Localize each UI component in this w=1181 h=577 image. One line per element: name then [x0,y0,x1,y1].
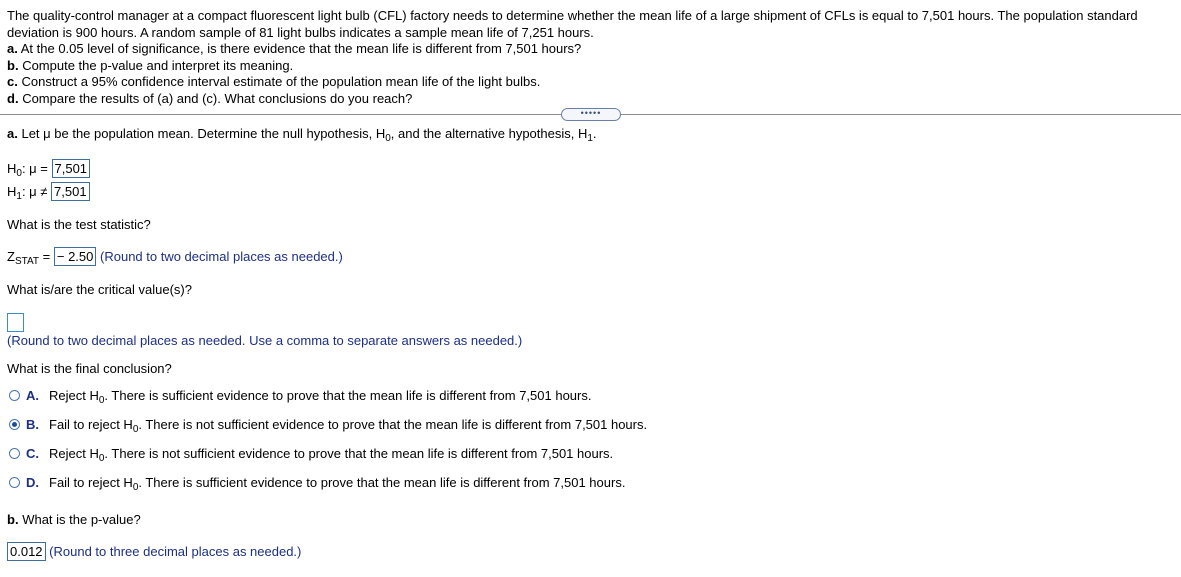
radio-icon[interactable] [9,448,20,459]
expand-button[interactable]: ••••• [561,108,621,121]
option-a-text: Reject $H_0$. There is sufficient evidence to prove that the mean life is different from 7,501 hours. [49,388,592,406]
zstat-hint: (Round to two decimal places as needed.) [100,249,343,264]
option-d[interactable]: D. Fail to reject $H_0$. There is sufficient evidence to prove that the mean life is different from 7,501 hours. [9,475,625,490]
option-d-text: Fail to reject $H_0$. There is sufficient evidence to prove that the mean life is different from 7,501 hours. [49,475,626,493]
critical-value-hint: (Round to two decimal places as needed. Use a comma to separate answers as needed.) [7,333,523,348]
problem-intro: The quality-control manager at a compact fluorescent light bulb (CFL) factory needs to determine whether the mean life of a large shipment of CFLs is equal to 7,501 hours. The population standard deviation is 900 hours. A random sample of 81 light bulbs indicates a sample mean life of 7,251 hours. [7,8,1138,40]
null-hypothesis-row: $H_0$: μ = 7,501 [7,159,90,178]
critical-value-question: What is/are the critical value(s)? [7,282,192,297]
option-b-text: Fail to reject $H_0$. There is not sufficient evidence to prove that the mean life is different from 7,501 hours. [49,417,648,435]
problem-part-a: a. At the 0.05 level of significance, is there evidence that the mean life is different from 7,501 hours? [7,41,582,56]
problem-part-d: d. Compare the results of (a) and (c). What conclusions do you reach? [7,90,413,106]
zstat-row: $Z_{STAT}$ = − 2.50 (Round to two decimal places as needed.) [7,249,343,267]
alt-hypothesis-row: $H_1$: μ ≠ 7,501 [7,182,90,201]
zstat-value[interactable]: − 2.50 [54,247,97,266]
part-a-prompt: a. Let μ be the population mean. Determine the null hypothesis, $H_0$, and the alternative hypothesis, $H_1$. [7,126,597,144]
radio-icon[interactable] [9,477,20,488]
p-value-hint: (Round to three decimal places as needed.) [49,544,302,559]
part-b-prompt: b. What is the p-value? [7,512,141,527]
problem-part-c: c. Construct a 95% confidence interval estimate of the population mean life of the light bulbs. [7,74,541,89]
option-a[interactable]: A. Reject $H_0$. There is sufficient evidence to prove that the mean life is different from 7,501 hours. [9,388,591,403]
test-statistic-question: What is the test statistic? [7,217,151,232]
null-hypothesis-value[interactable]: 7,501 [52,159,91,178]
alt-hypothesis-value[interactable]: 7,501 [51,182,90,201]
radio-selected-icon[interactable] [9,419,20,430]
conclusion-question: What is the final conclusion? [7,361,172,376]
p-value-row [7,542,301,561]
option-c[interactable]: C. Reject $H_0$. There is not sufficient evidence to prove that the mean life is different from 7,501 hours. [9,446,613,461]
option-c-text: Reject $H_0$. There is not sufficient evidence to prove that the mean life is different from 7,501 hours. [49,446,614,464]
p-value-input[interactable]: 0.012 [7,542,46,561]
problem-part-b: b. Compute the p-value and interpret its meaning. [7,57,294,73]
option-b[interactable]: B. Fail to reject $H_0$. There is not sufficient evidence to prove that the mean life is different from 7,501 hours. [9,417,647,432]
critical-value-input[interactable] [7,313,24,332]
problem-statement [7,8,1172,107]
radio-icon[interactable] [9,390,20,401]
